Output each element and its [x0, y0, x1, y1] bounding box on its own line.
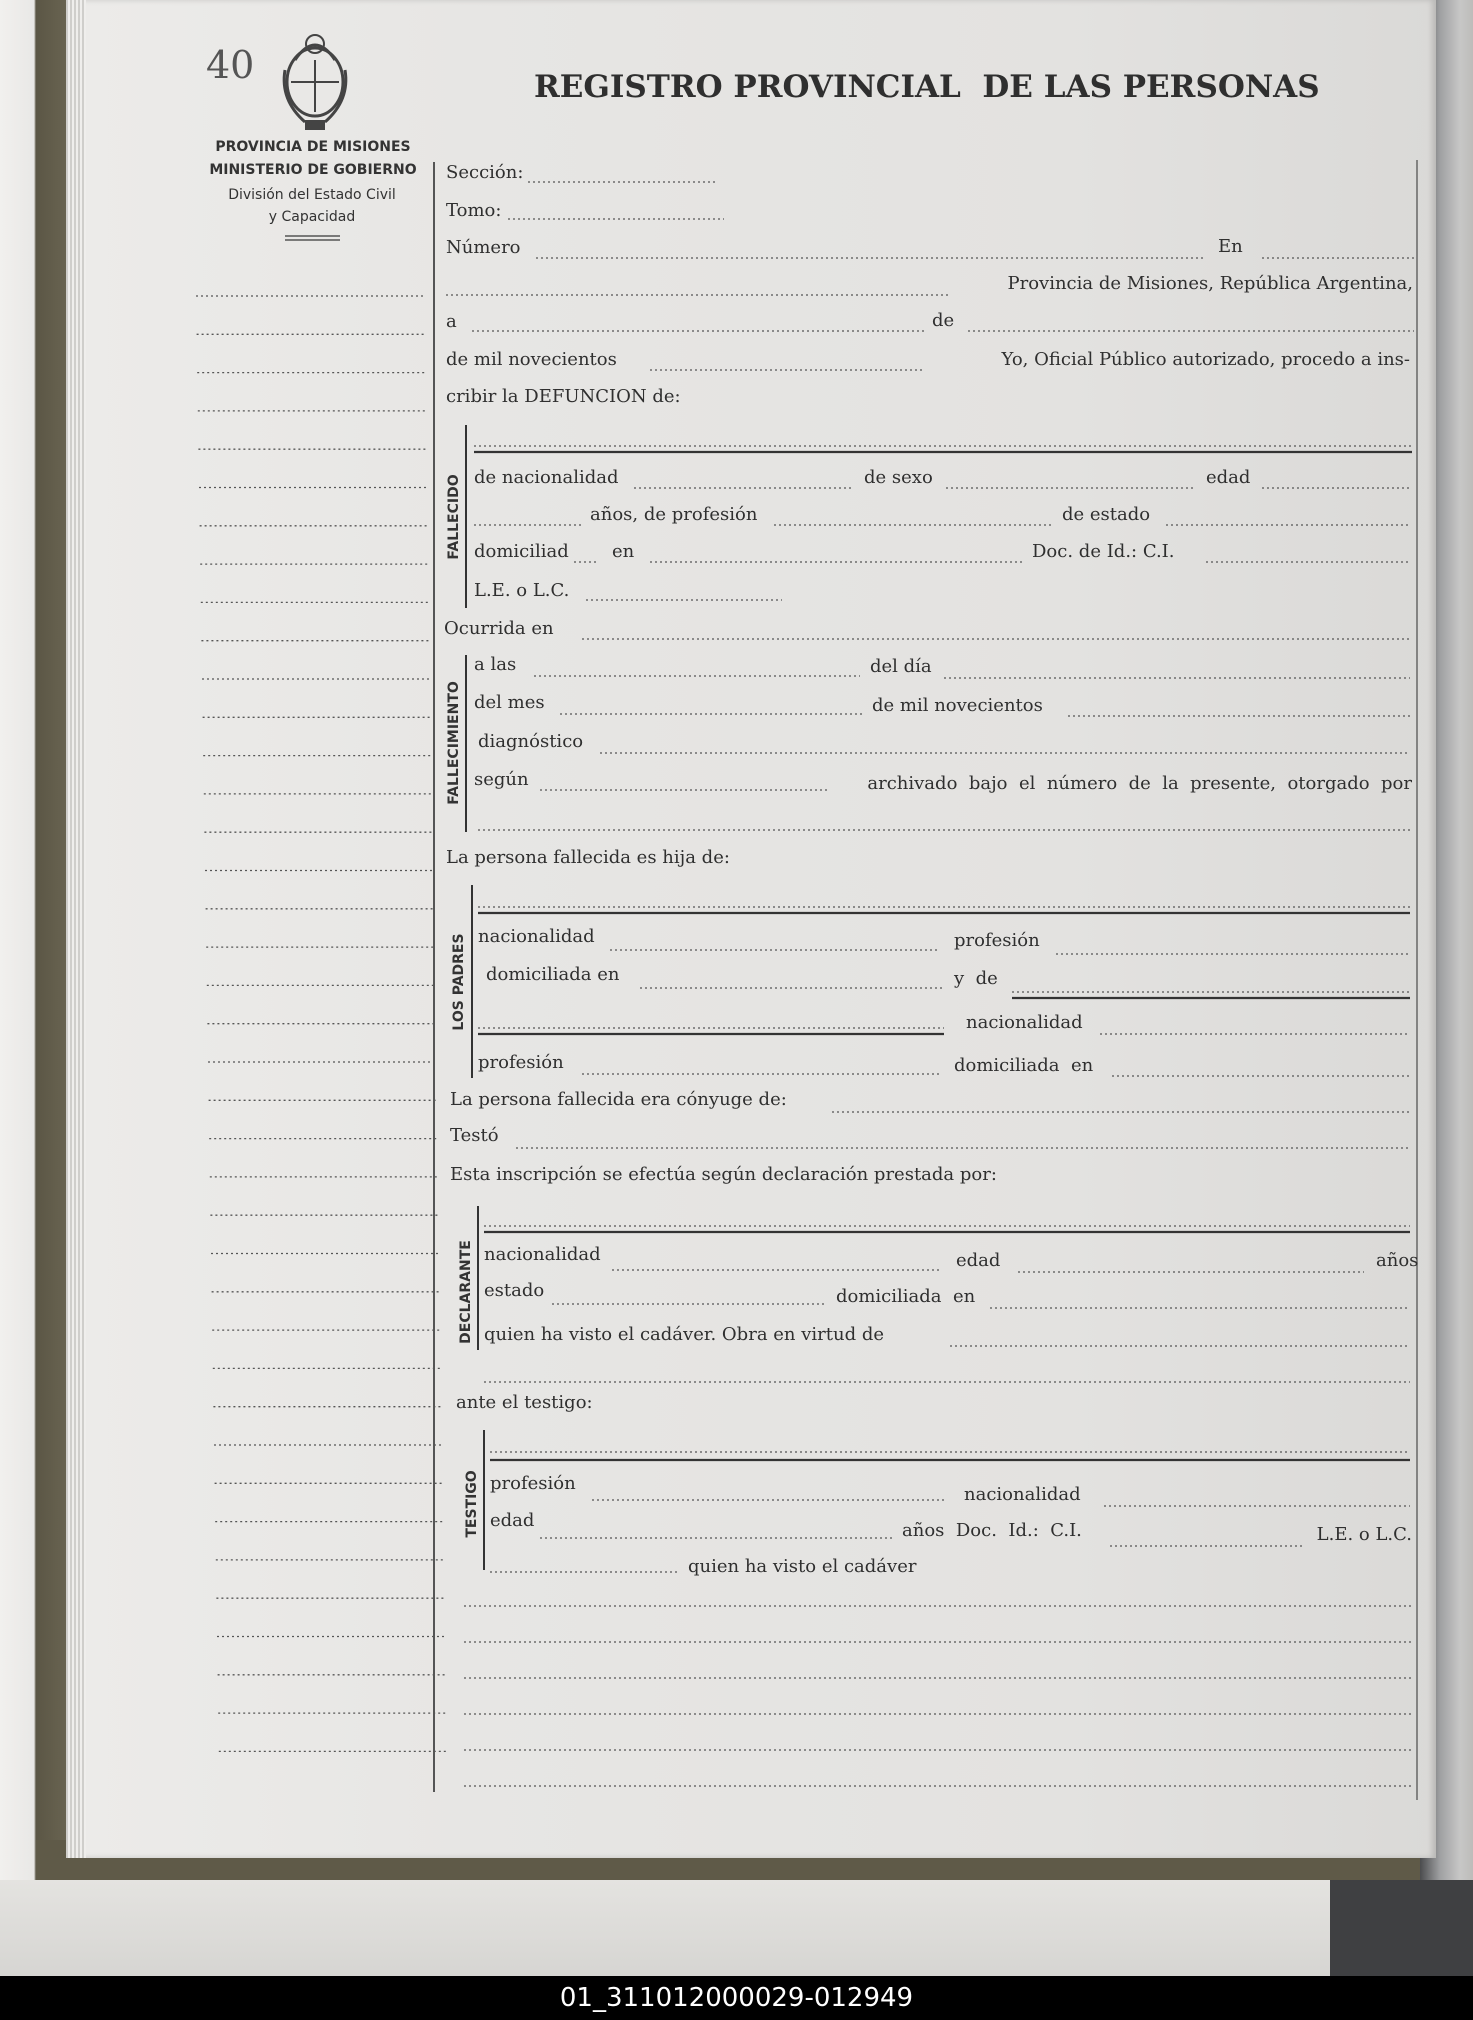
section-fallecimiento: FALLECIMIENTO: [446, 681, 462, 805]
label-nacionalidad: de nacionalidad: [474, 467, 619, 488]
label-testigo-profesion: profesión: [490, 1473, 576, 1494]
label-numero: Número: [446, 237, 521, 258]
label-a-las: a las: [474, 654, 517, 675]
label-padres-nacionalidad: nacionalidad: [478, 926, 595, 947]
label-hija-de: La persona fallecida es hija de:: [446, 847, 730, 868]
form-title: REGISTRO PROVINCIAL DE LAS PERSONAS: [534, 69, 1320, 105]
label-testigo-nacionalidad: nacionalidad: [964, 1484, 1081, 1505]
section-padres: LOS PADRES: [451, 933, 467, 1031]
label-doc-id: Doc. de Id.: C.I.: [1032, 541, 1175, 562]
label-y-de: y de: [954, 968, 998, 989]
label-padres-domiciliada-2: domiciliada en: [954, 1055, 1094, 1076]
label-testigo-doc-id: años Doc. Id.: C.I.: [902, 1520, 1082, 1541]
label-del-dia: del día: [870, 656, 932, 677]
label-archivado: archivado bajo el número de la presente, otorgado por: [867, 773, 1412, 794]
label-le-lc: L.E. o L.C.: [474, 580, 570, 601]
label-tomo: Tomo:: [446, 200, 502, 221]
label-a: a: [446, 311, 457, 332]
org-line-4: y Capacidad: [268, 209, 356, 225]
margin-note-lines: [196, 296, 449, 1751]
label-declarante-anos: años: [1376, 1250, 1419, 1271]
image-caption: 01_311012000029-012949: [559, 1983, 914, 2013]
label-diagnostico: diagnóstico: [478, 731, 584, 752]
label-conyuge: La persona fallecida era cónyuge de:: [450, 1089, 787, 1110]
org-line-2: MINISTERIO DE GOBIERNO: [209, 162, 417, 178]
label-padres-profesion: profesión: [954, 930, 1040, 951]
label-sexo: de sexo: [864, 467, 933, 488]
label-domiciliad: domiciliad: [474, 541, 569, 562]
label-del-mes: del mes: [474, 692, 545, 713]
label-ocurrida: Ocurrida en: [444, 618, 554, 639]
section-declarante: DECLARANTE: [458, 1240, 474, 1344]
org-line-3: División del Estado Civil: [228, 187, 396, 203]
label-declarante-estado: estado: [484, 1280, 545, 1301]
argentina-emblem-icon: [284, 35, 346, 130]
label-testigo-le-lc: L.E. o L.C.: [1316, 1524, 1412, 1545]
label-declarante-nacionalidad: nacionalidad: [484, 1244, 601, 1265]
label-en-fallecido: en: [612, 541, 635, 562]
label-testigo-quien: quien ha visto el cadáver: [688, 1556, 917, 1577]
label-de-mil: de mil novecientos: [446, 349, 617, 370]
label-inscripcion: Esta inscripción se efectúa según declaración prestada por:: [450, 1164, 997, 1185]
section-fallecido: FALLECIDO: [446, 474, 462, 560]
label-de: de: [932, 310, 955, 331]
label-ante-testigo: ante el testigo:: [456, 1392, 593, 1413]
label-declarante-domiciliada: domiciliada en: [836, 1286, 976, 1307]
label-cribir: cribir la DEFUNCION de:: [446, 386, 681, 407]
label-provincia: Provincia de Misiones, República Argentina,: [1007, 273, 1413, 294]
label-estado: de estado: [1062, 504, 1151, 525]
label-segun: según: [474, 769, 529, 790]
label-anos-profesion: años, de profesión: [590, 504, 758, 525]
blank-lines: [464, 1606, 1412, 1786]
label-seccion: Sección:: [446, 162, 524, 183]
label-oficial: Yo, Oficial Público autorizado, procedo a ins-: [1001, 349, 1410, 370]
section-testigo: TESTIGO: [464, 1470, 480, 1538]
org-line-1: PROVINCIA DE MISIONES: [215, 139, 411, 155]
label-declarante-edad: edad: [956, 1250, 1001, 1271]
label-padres-domiciliada: domiciliada en: [486, 964, 620, 985]
label-edad: edad: [1206, 467, 1251, 488]
label-testigo-edad: edad: [490, 1510, 535, 1531]
label-declarante-quien: quien ha visto el cadáver. Obra en virtud de: [484, 1324, 885, 1345]
label-padres-nacionalidad-2: nacionalidad: [966, 1012, 1083, 1033]
label-de-mil-novecientos: de mil novecientos: [872, 695, 1043, 716]
label-testo: Testó: [450, 1125, 499, 1146]
page-number: 40: [206, 43, 255, 87]
label-en: En: [1218, 236, 1243, 257]
label-padres-profesion-2: profesión: [478, 1052, 564, 1073]
